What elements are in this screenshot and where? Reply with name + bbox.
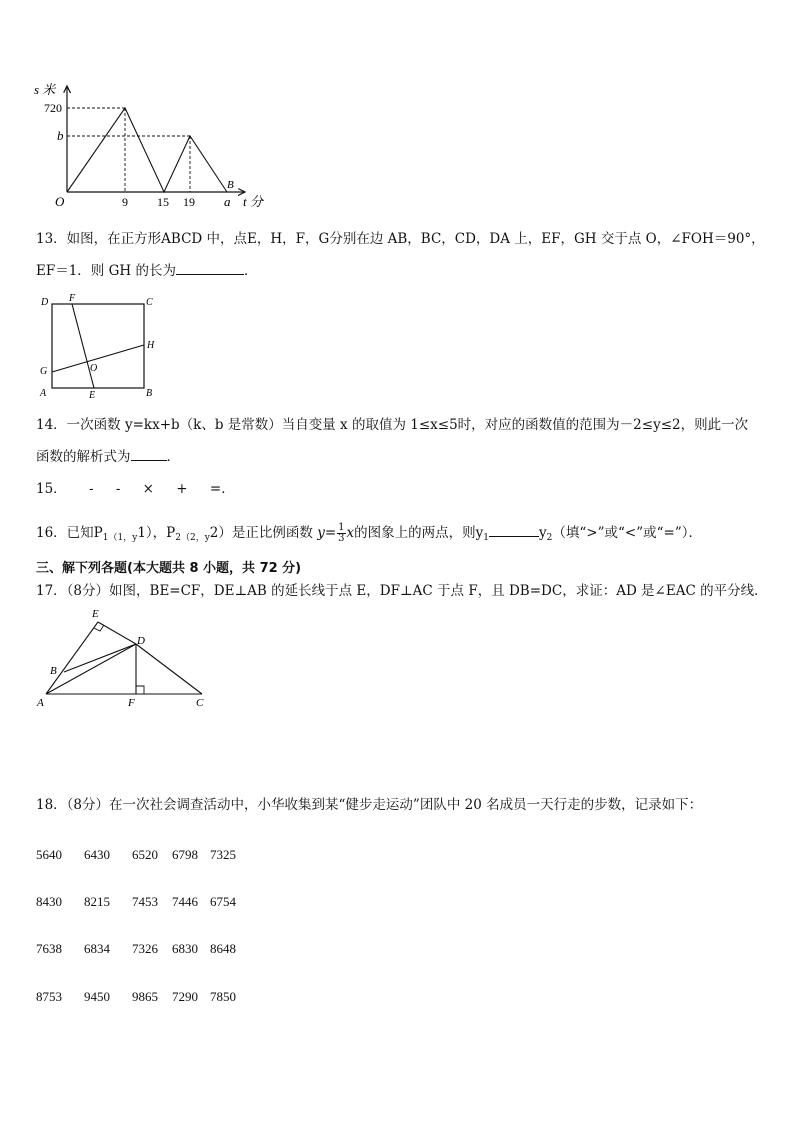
square-figure	[34, 292, 169, 404]
q14-line2	[36, 446, 180, 466]
x-axis-label: t 分	[243, 194, 263, 209]
data-row-1	[36, 844, 236, 863]
q16-fraction	[337, 523, 345, 544]
data-cell: 6830	[172, 941, 198, 956]
data-row-4	[36, 986, 236, 1005]
q13-line1: 13．如图，在正方形ABCD 中，点E，H，F，G分别在边 AB，BC，CD，DA 上，EF，GH 交于点 O，∠FOH＝90°，	[36, 231, 765, 247]
data-cell: 7326	[132, 941, 158, 956]
data-cell: 8753	[36, 989, 62, 1004]
q16-p1: 1（1，y	[102, 533, 138, 543]
data-cell: 6798	[172, 847, 198, 862]
y-tick-b: b	[57, 128, 64, 143]
q18-line: 18．（8分）在一次社会调查活动中，小华收集到某“健步走运动”团队中 20 名成员一天行走的步数，记录如下：	[36, 797, 703, 813]
x-tick-19: 19	[183, 195, 195, 209]
label-h: H	[147, 340, 155, 351]
label-b: B	[146, 388, 153, 399]
data-cell: 8648	[210, 941, 236, 956]
q16-after: y	[539, 525, 547, 541]
x-tick-15: 15	[157, 195, 169, 209]
data-cell: 5640	[36, 847, 62, 862]
label-f: F	[69, 293, 76, 304]
q16-frac-num: 1	[338, 522, 345, 533]
data-cell: 7453	[132, 894, 158, 909]
distance-time-graph	[34, 80, 280, 215]
q14-line2-end: ．	[166, 449, 180, 465]
data-row-3	[36, 938, 236, 957]
triangle-figure	[34, 604, 214, 712]
q16-sub2: 2	[546, 533, 553, 543]
q13-line2-end: ．	[243, 263, 258, 279]
q16-frac-den: 3	[338, 533, 345, 544]
q13-line2	[36, 260, 257, 280]
label-c: C	[196, 697, 204, 709]
data-row-2	[36, 891, 236, 910]
data-cell: 8430	[36, 894, 62, 909]
q16-answer-blank[interactable]	[489, 522, 539, 537]
data-cell: 9450	[84, 989, 110, 1004]
label-c: C	[146, 297, 153, 308]
data-cell: 7290	[172, 989, 198, 1004]
q16-line: 16．已知$P_{1(1,y}1$），$P_{2(2,y}2$）是正比例函数 y= $\frac{1}{3}$ x的图象上的两点，则$y_1$ $y_2$（填“>”或“<”或“=”）．	[36, 522, 702, 544]
data-cell: 8215	[84, 894, 110, 909]
q16-mid: 的图象上的两点，则y	[354, 525, 484, 541]
q17-line: 17．（8分）如图，BE=CF，DE⊥AB 的延长线于点 E，DF⊥AC 于点 F，且 DB=DC，求证：AD 是∠EAC 的平分线．	[36, 583, 768, 599]
q16-fn-y: y	[317, 525, 325, 541]
data-cell: 6834	[84, 941, 110, 956]
label-o: O	[90, 363, 98, 374]
q14-answer-blank[interactable]	[131, 446, 167, 461]
q16-p2: 2（2，y	[175, 533, 210, 543]
label-e: E	[92, 608, 99, 620]
label-g: G	[40, 366, 48, 377]
label-d: D	[137, 635, 145, 647]
q16-prefix: 16．已知P	[36, 525, 103, 541]
label-b: B	[50, 665, 57, 677]
q16-p2b: 2）是正比例函数	[209, 525, 313, 541]
data-cell: 7446	[172, 894, 198, 909]
q14-line2-text: 函数的解析式为	[36, 449, 131, 465]
point-b-label: B	[227, 179, 234, 191]
q14-line1: 14．一次函数 y=kx+b（k、b 是常数）当自变量 x 的取值为 1≤x≤5时，对应的函数值的范围为－2≤y≤2，则此一次	[36, 417, 749, 433]
data-cell: 7850	[210, 989, 236, 1004]
data-cell: 7325	[210, 847, 236, 862]
q16-fn-x: x	[346, 525, 355, 541]
section3-heading: 三、解下列各题(本大题共 8 小题，共 72 分)	[36, 561, 302, 576]
q13-line2-text: EF＝1．则 GH 的长为	[36, 263, 176, 279]
y-axis-label: s 米	[34, 82, 56, 97]
origin-label: O	[55, 194, 65, 209]
x-tick-a: a	[224, 194, 231, 209]
data-cell: 6520	[132, 847, 158, 862]
x-tick-9: 9	[122, 195, 128, 209]
data-cell: 6430	[84, 847, 110, 862]
label-e: E	[89, 390, 96, 401]
q16-p1b: 1），P	[137, 525, 176, 541]
label-a: A	[40, 388, 47, 399]
q13-answer-blank[interactable]	[176, 260, 244, 275]
label-d: D	[41, 297, 49, 308]
q16-tail: （填“>”或“<”或“=”）．	[552, 525, 702, 541]
distance-polyline	[67, 108, 227, 192]
data-cell: 9865	[132, 989, 158, 1004]
q16-sub1: 1	[483, 533, 490, 543]
data-cell: 7638	[36, 941, 62, 956]
label-f: F	[128, 697, 135, 709]
y-tick-720: 720	[44, 101, 62, 115]
q15-line: 15． - - × + =．	[36, 481, 235, 497]
label-a: A	[37, 697, 44, 709]
data-cell: 6754	[210, 894, 236, 909]
